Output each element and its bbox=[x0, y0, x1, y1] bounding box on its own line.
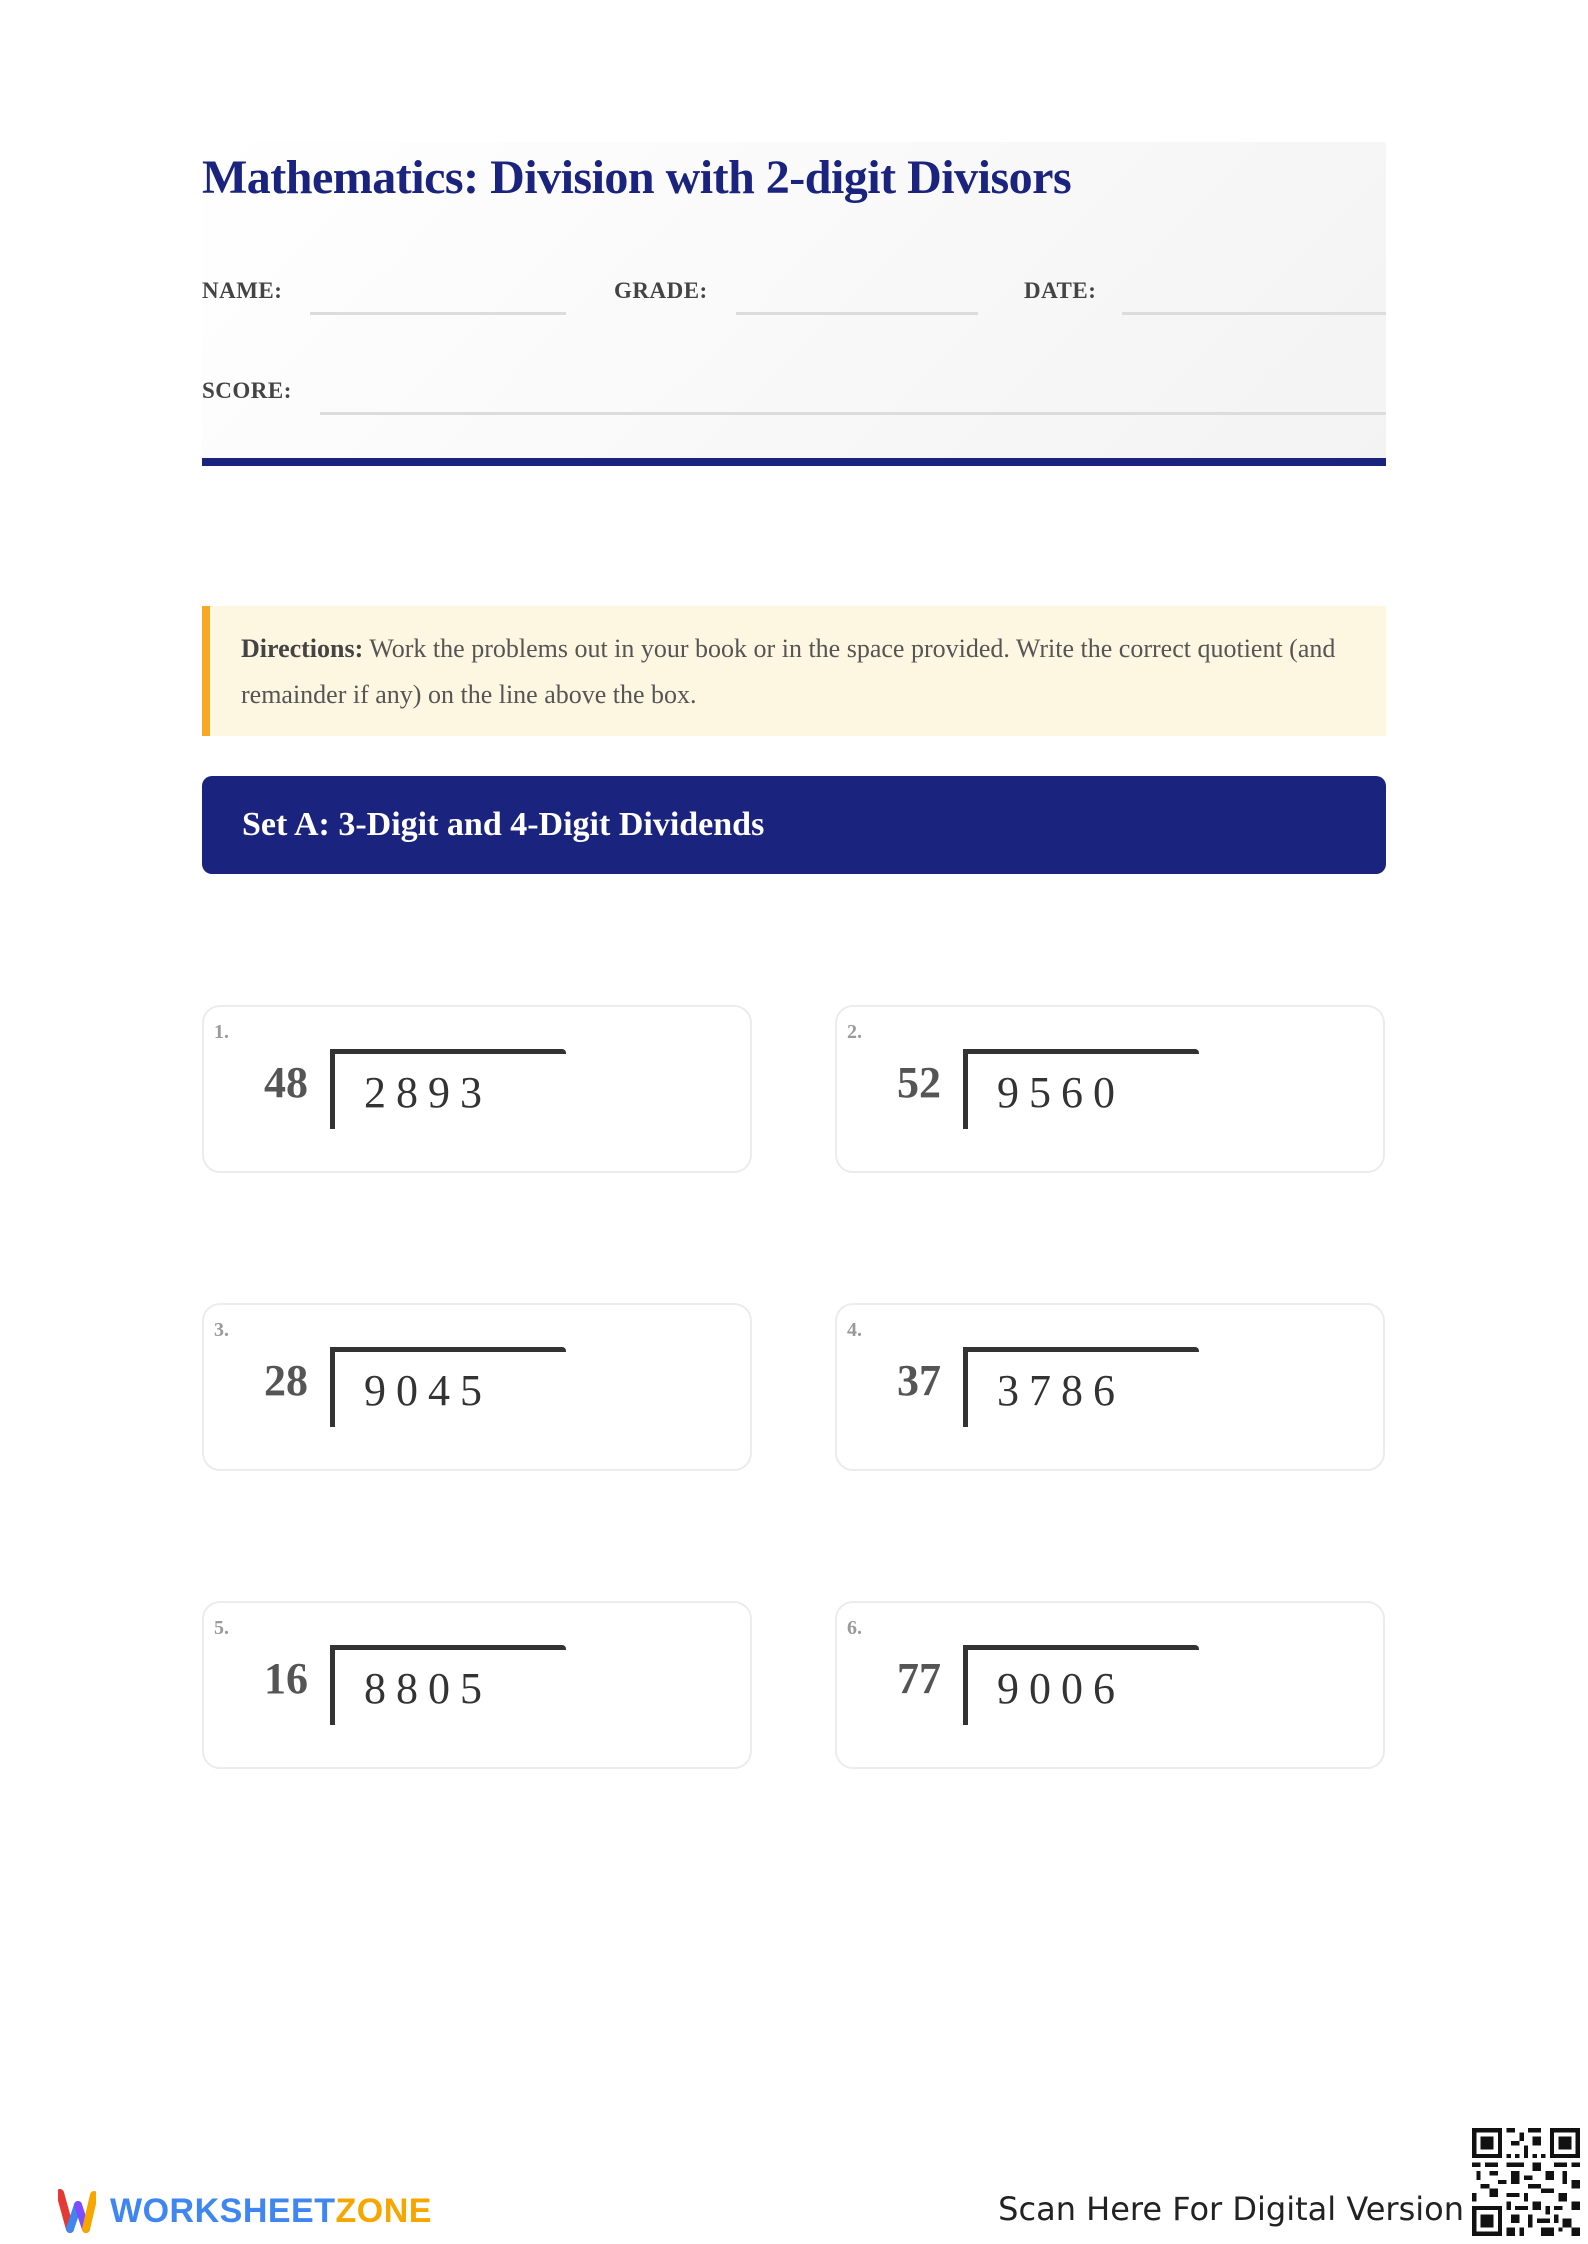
qr-code-icon[interactable] bbox=[1472, 2128, 1580, 2236]
set-a-banner bbox=[202, 776, 1386, 874]
problem-number: 1. bbox=[214, 1021, 229, 1043]
dividend: 2893 bbox=[364, 1068, 492, 1117]
problem-number: 4. bbox=[847, 1319, 862, 1341]
divisor: 16 bbox=[264, 1654, 308, 1703]
logo-word-worksheet: WORKSHEET bbox=[110, 2191, 336, 2230]
logo-word-zone: ZONE bbox=[335, 2191, 432, 2230]
divisor: 37 bbox=[897, 1356, 941, 1405]
worksheetzone-logo[interactable] bbox=[58, 2183, 432, 2239]
date-field[interactable] bbox=[1122, 312, 1386, 315]
dividend: 9560 bbox=[997, 1068, 1125, 1117]
problem-number: 3. bbox=[214, 1319, 229, 1341]
logo-text bbox=[110, 2192, 432, 2231]
dividend: 8805 bbox=[364, 1664, 492, 1713]
problem-card-3[interactable] bbox=[202, 1303, 752, 1471]
dividend: 3786 bbox=[997, 1366, 1125, 1415]
score-field[interactable] bbox=[320, 412, 1386, 415]
problem-card-6[interactable] bbox=[835, 1601, 1385, 1769]
dividend: 9006 bbox=[997, 1664, 1125, 1713]
divisor: 48 bbox=[264, 1058, 308, 1107]
divisor: 52 bbox=[897, 1058, 941, 1107]
problem-number: 2. bbox=[847, 1021, 862, 1043]
set-a-title: Set A: 3-Digit and 4-Digit Dividends bbox=[242, 806, 765, 843]
directions-lead: Directions: bbox=[241, 634, 364, 663]
header-divider bbox=[202, 458, 1386, 466]
problem-card-1[interactable] bbox=[202, 1005, 752, 1173]
worksheetzone-logo-icon bbox=[58, 2187, 96, 2235]
score-label: SCORE: bbox=[202, 378, 292, 403]
divisor: 77 bbox=[897, 1654, 941, 1703]
scan-caption: Scan Here For Digital Version bbox=[998, 2190, 1464, 2228]
name-field[interactable] bbox=[310, 312, 566, 315]
problem-number: 5. bbox=[214, 1617, 229, 1639]
directions-text: Work the problems out in your book or in the space provided. Write the correct quotient (and remainder if any) on the line above the box. bbox=[241, 634, 1336, 709]
problem-card-4[interactable] bbox=[835, 1303, 1385, 1471]
name-label: NAME: bbox=[202, 278, 283, 303]
worksheet-header bbox=[202, 142, 1386, 462]
grade-field[interactable] bbox=[736, 312, 978, 315]
problem-number: 6. bbox=[847, 1617, 862, 1639]
page-title: Mathematics: Division with 2-digit Divisors bbox=[202, 151, 1072, 204]
date-label: DATE: bbox=[1024, 278, 1097, 303]
dividend: 9045 bbox=[364, 1366, 492, 1415]
problem-card-5[interactable] bbox=[202, 1601, 752, 1769]
problem-card-2[interactable] bbox=[835, 1005, 1385, 1173]
grade-label: GRADE: bbox=[614, 278, 708, 303]
divisor: 28 bbox=[264, 1356, 308, 1405]
directions-box bbox=[202, 606, 1386, 736]
